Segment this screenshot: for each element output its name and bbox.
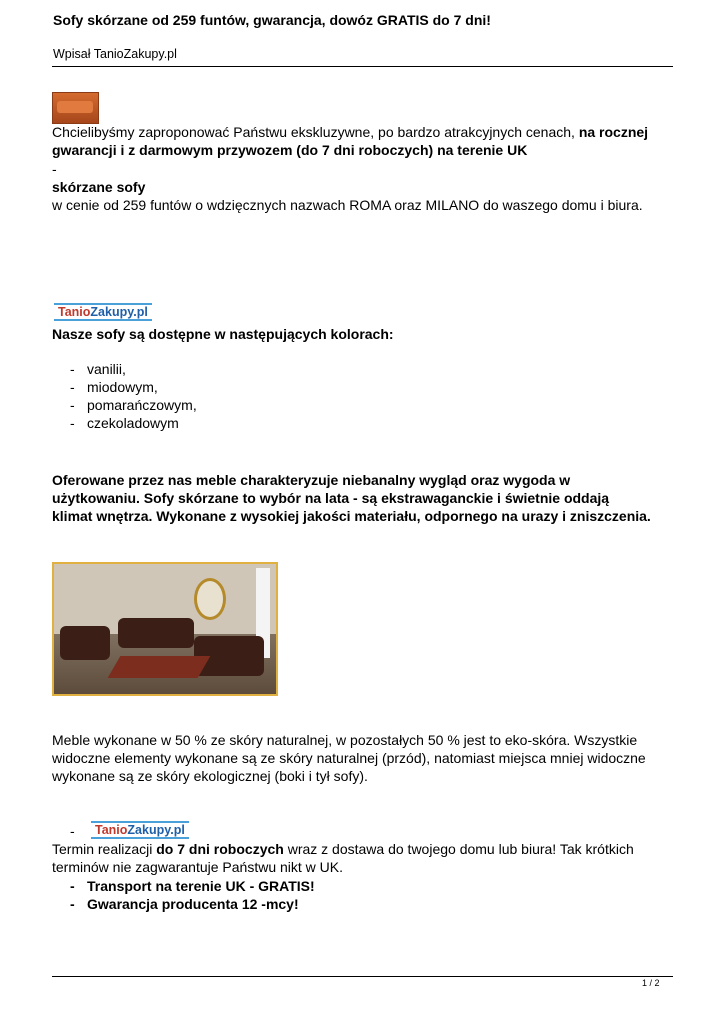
delivery-bold: do 7 dni roboczych [156,841,284,857]
page-title: Sofy skórzane od 259 funtów, gwarancja, dowóz GRATIS do 7 dni! [53,12,491,28]
list-item: - Transport na terenie UK - GRATIS! [52,877,652,895]
intro-paragraph [52,123,682,159]
page-number: 1 / 2 [642,978,660,988]
sofa-thumbnail-image [52,92,99,124]
colors-list [52,360,652,432]
intro-heading: skórzane sofy [52,179,146,195]
taniozakupy-logo[interactable] [54,305,152,319]
header-divider [52,66,673,67]
logo-part1: Tanio [95,823,128,837]
intro-price-text: w cenie od 259 funtów o wdzięcznych nazwach ROMA oraz MILANO do waszego domu i biura. [52,197,643,213]
author-line: Wpisał TanioZakupy.pl [53,47,177,61]
delivery-pre: Termin realizacji [52,841,157,857]
sofa-set-photo [52,562,278,696]
logo-part1: Tanio [58,305,91,319]
intro-bold-text: na rocznej gwarancji i z darmowym przywozem (do 7 dni roboczych) na terenie UK [52,124,649,158]
logo-part2: Zakupy.pl [127,823,185,837]
list-item: - pomarańczowym, [52,396,652,414]
delivery-list [52,877,652,913]
intro-dash: - [52,161,57,177]
logo-part2: Zakupy.pl [90,305,148,319]
colors-heading: Nasze sofy są dostępne w następujących kolorach: [52,326,394,342]
material-paragraph: Meble wykonane w 50 % ze skóry naturalnej, w pozostałych 50 % jest to eko-skóra. Wszystkie widoczne elementy wykonane są ze skóry naturalnej (przód), natomiast miejsca mniej widoczne wykonane są ze skóry ekologicznej (boki i tył sofy). [52,732,646,784]
delivery-dash: - [70,823,75,839]
list-item: - czekoladowym [52,414,652,432]
list-item: - Gwarancja producenta 12 -mcy! [52,895,652,913]
delivery-paragraph [52,840,677,876]
list-item: - vanilii, [52,360,652,378]
feature-paragraph: Oferowane przez nas meble charakteryzuje niebanalny wygląd oraz wygoda w użytkowaniu. Sofy skórzane to wybór na lata - są ekstrawaganckie i świetnie oddają klimat wnętrza. Wykonane z wysokiej jakości materiału, odpornego na urazy i zniszczenia. [52,472,651,524]
footer-divider [52,976,673,977]
taniozakupy-logo-2[interactable] [91,823,189,837]
intro-text: Chcielibyśmy zaproponować Państwu ekskluzywne, po bardzo atrakcyjnych cenach, [52,124,579,140]
delivery-post: wraz z dostawa do twojego domu lub biura! Tak krótkich terminów nie zagwarantuje Państwu nikt w UK. [52,841,634,875]
list-item: - miodowym, [52,378,652,396]
